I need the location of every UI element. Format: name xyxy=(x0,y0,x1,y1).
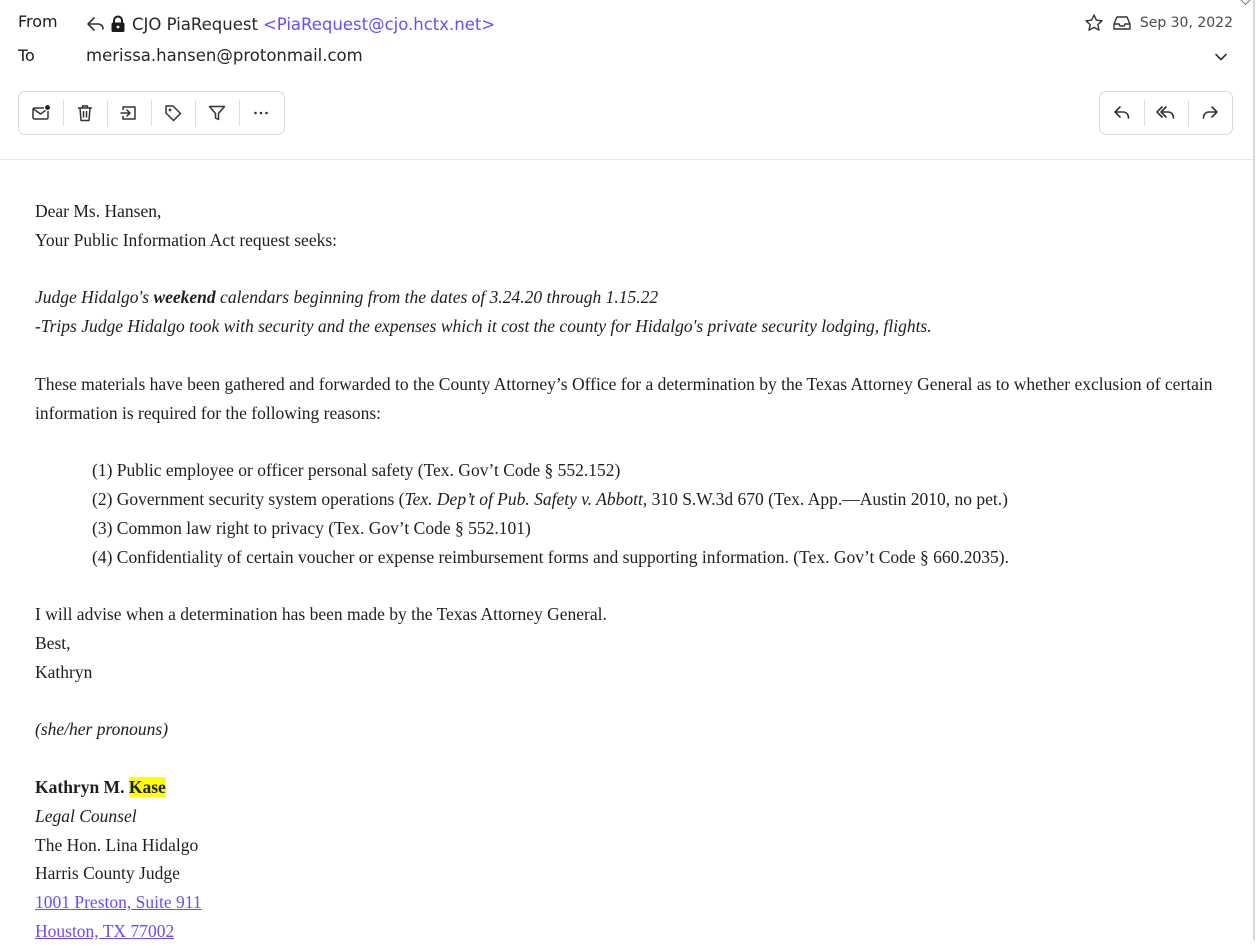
pronouns: (she/her pronouns) xyxy=(35,719,169,740)
more-icon xyxy=(251,103,271,123)
sender-name[interactable]: CJO PiaRequest xyxy=(132,14,258,34)
body-paragraph: These materials have been gathered and forwarded to the County Attorney’s Office for a determination by the Texas Attorney General as to whether exclusion of certain information is required for the following reasons: xyxy=(35,373,1213,423)
reply-icon xyxy=(1112,103,1132,123)
forward-button[interactable] xyxy=(1188,92,1232,134)
trash-icon xyxy=(75,103,95,123)
sender-email[interactable]: <PiaRequest@cjo.hctx.net> xyxy=(262,14,496,34)
to-label: To xyxy=(18,46,35,65)
mark-unread-button[interactable] xyxy=(19,92,63,134)
reason-1: (1) Public employee or officer personal safety (Tex. Gov’t Code § 552.152) xyxy=(92,460,621,481)
intro-line: Your Public Information Act request seeks: xyxy=(35,229,338,250)
filter-icon xyxy=(207,103,227,123)
reason-2: (2) Government security system operations (Tex. Dep’t of Pub. Safety v. Abbott, 310 S.W.3d 670 (Tex. App.—Austin 2010, no pet.) xyxy=(92,488,1008,509)
mark-unread-icon xyxy=(30,103,52,123)
label-icon xyxy=(163,103,183,123)
message-date: Sep 30, 2022 xyxy=(1139,15,1233,31)
reply-all-icon xyxy=(1155,103,1177,123)
viewport-edge xyxy=(1253,0,1255,940)
filter-button[interactable] xyxy=(195,92,239,134)
greeting: Dear Ms. Hansen, xyxy=(35,201,162,221)
reply-all-button[interactable] xyxy=(1144,92,1188,134)
reply-button[interactable] xyxy=(1100,92,1144,134)
header-divider xyxy=(0,159,1253,160)
advise-line: I will advise when a determination has been made by the Texas Attorney General. xyxy=(35,604,607,625)
from-label: From xyxy=(18,12,58,31)
reply-indicator-icon xyxy=(86,15,106,33)
signature-title: Legal Counsel xyxy=(35,805,137,826)
request-item-1: Judge Hidalgo's weekend calendars beginning from the dates of 3.24.20 through 1.15.22 xyxy=(35,287,659,308)
forward-icon xyxy=(1200,103,1220,123)
message-body xyxy=(35,197,1235,946)
closing: Best, xyxy=(35,632,71,653)
message-actions-toolbar xyxy=(18,91,285,135)
message-meta xyxy=(1084,12,1233,34)
more-button[interactable] xyxy=(239,92,283,134)
search-highlight: Kase xyxy=(128,776,166,797)
signature-role: Harris County Judge xyxy=(35,863,180,884)
address-line-1[interactable]: 1001 Preston, Suite 911 xyxy=(35,892,202,913)
scroll-up-chevron-icon xyxy=(1238,0,1254,5)
from-row xyxy=(86,12,495,36)
signoff: Kathryn xyxy=(35,661,93,682)
star-icon[interactable] xyxy=(1084,13,1104,33)
request-item-2: -Trips Judge Hidalgo took with security and the expenses which it cost the county for Hidalgo's private security lodging, flights. xyxy=(35,316,932,337)
label-button[interactable] xyxy=(151,92,195,134)
move-button[interactable] xyxy=(107,92,151,134)
signature-office: The Hon. Lina Hidalgo xyxy=(35,834,199,855)
signature-name: Kathryn M. Kase xyxy=(35,776,166,797)
recipient-email[interactable]: merissa.hansen@protonmail.com xyxy=(86,46,363,65)
reason-3: (3) Common law right to privacy (Tex. Gov’t Code § 552.101) xyxy=(92,517,531,538)
chevron-down-icon[interactable] xyxy=(1212,48,1230,66)
trash-button[interactable] xyxy=(63,92,107,134)
move-icon xyxy=(118,103,140,123)
reason-4: (4) Confidentiality of certain voucher or expense reimbursement forms and supporting information. (Tex. Gov’t Code § 660.2035). xyxy=(92,546,1009,567)
lock-icon xyxy=(110,15,126,33)
reply-toolbar xyxy=(1099,91,1233,135)
inbox-icon xyxy=(1112,14,1132,32)
address-line-2[interactable]: Houston, TX 77002 xyxy=(35,920,175,941)
